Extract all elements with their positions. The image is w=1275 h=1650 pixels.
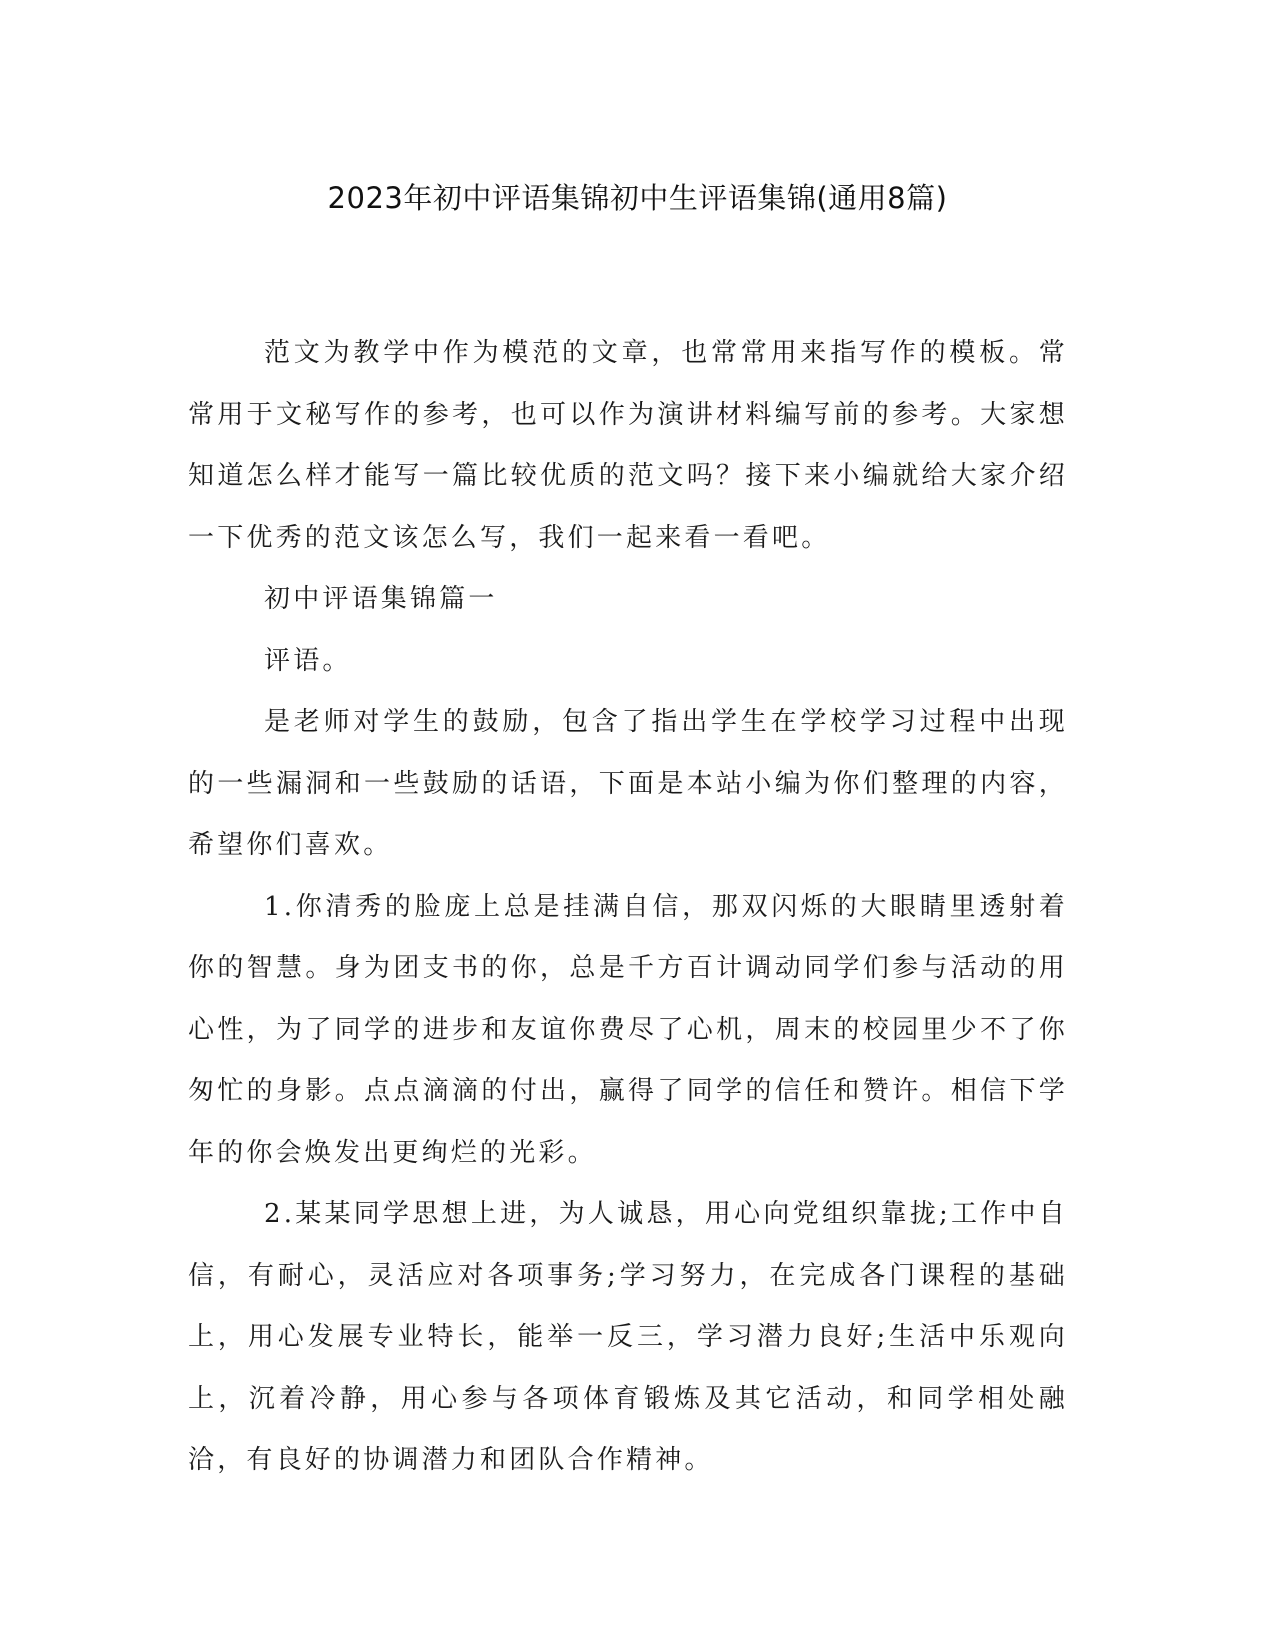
comment-item-1: 1.你清秀的脸庞上总是挂满自信，那双闪烁的大眼睛里透射着你的智慧。身为团支书的你，总是千方百计调动同学们参与活动的用心性，为了同学的进步和友谊你费尽了心机，周末的校园里少不了你匆忙的身影。点点滴滴的付出，赢得了同学的信任和赞许。相信下学年的你会焕发出更绚烂的光彩。 xyxy=(188,891,1068,1168)
comment-item-2: 2.某某同学思想上进，为人诚恳，用心向党组织靠拢;工作中自信，有耐心，灵活应对各项事务;学习努力，在完成各门课程的基础上，用心发展专业特长，能举一反三，学习潜力良好;生活中乐观向上，沉着冷静，用心参与各项体育锻炼及其它活动，和同学相处融洽，有良好的协调潜力和团队合作精神。 xyxy=(188,1199,1068,1475)
document-title: 2023年初中评语集锦初中生评语集锦(通用8篇) xyxy=(327,181,948,215)
body-paragraph: 评语。 xyxy=(264,645,352,676)
document-body xyxy=(188,323,1068,1492)
body-paragraph: 是老师对学生的鼓励，包含了指出学生在学校学习过程中出现的一些漏洞和一些鼓励的话语，下面是本站小编为你们整理的内容，希望你们喜欢。 xyxy=(188,707,1068,860)
intro-paragraph: 范文为教学中作为模范的文章，也常常用来指写作的模板。常常用于文秘写作的参考，也可以作为演讲材料编写前的参考。大家想知道怎么样才能写一篇比较优质的范文吗？接下来小编就给大家介绍一下优秀的范文该怎么写，我们一起来看一看吧。 xyxy=(188,338,1068,553)
section-heading: 初中评语集锦篇一 xyxy=(264,584,498,614)
